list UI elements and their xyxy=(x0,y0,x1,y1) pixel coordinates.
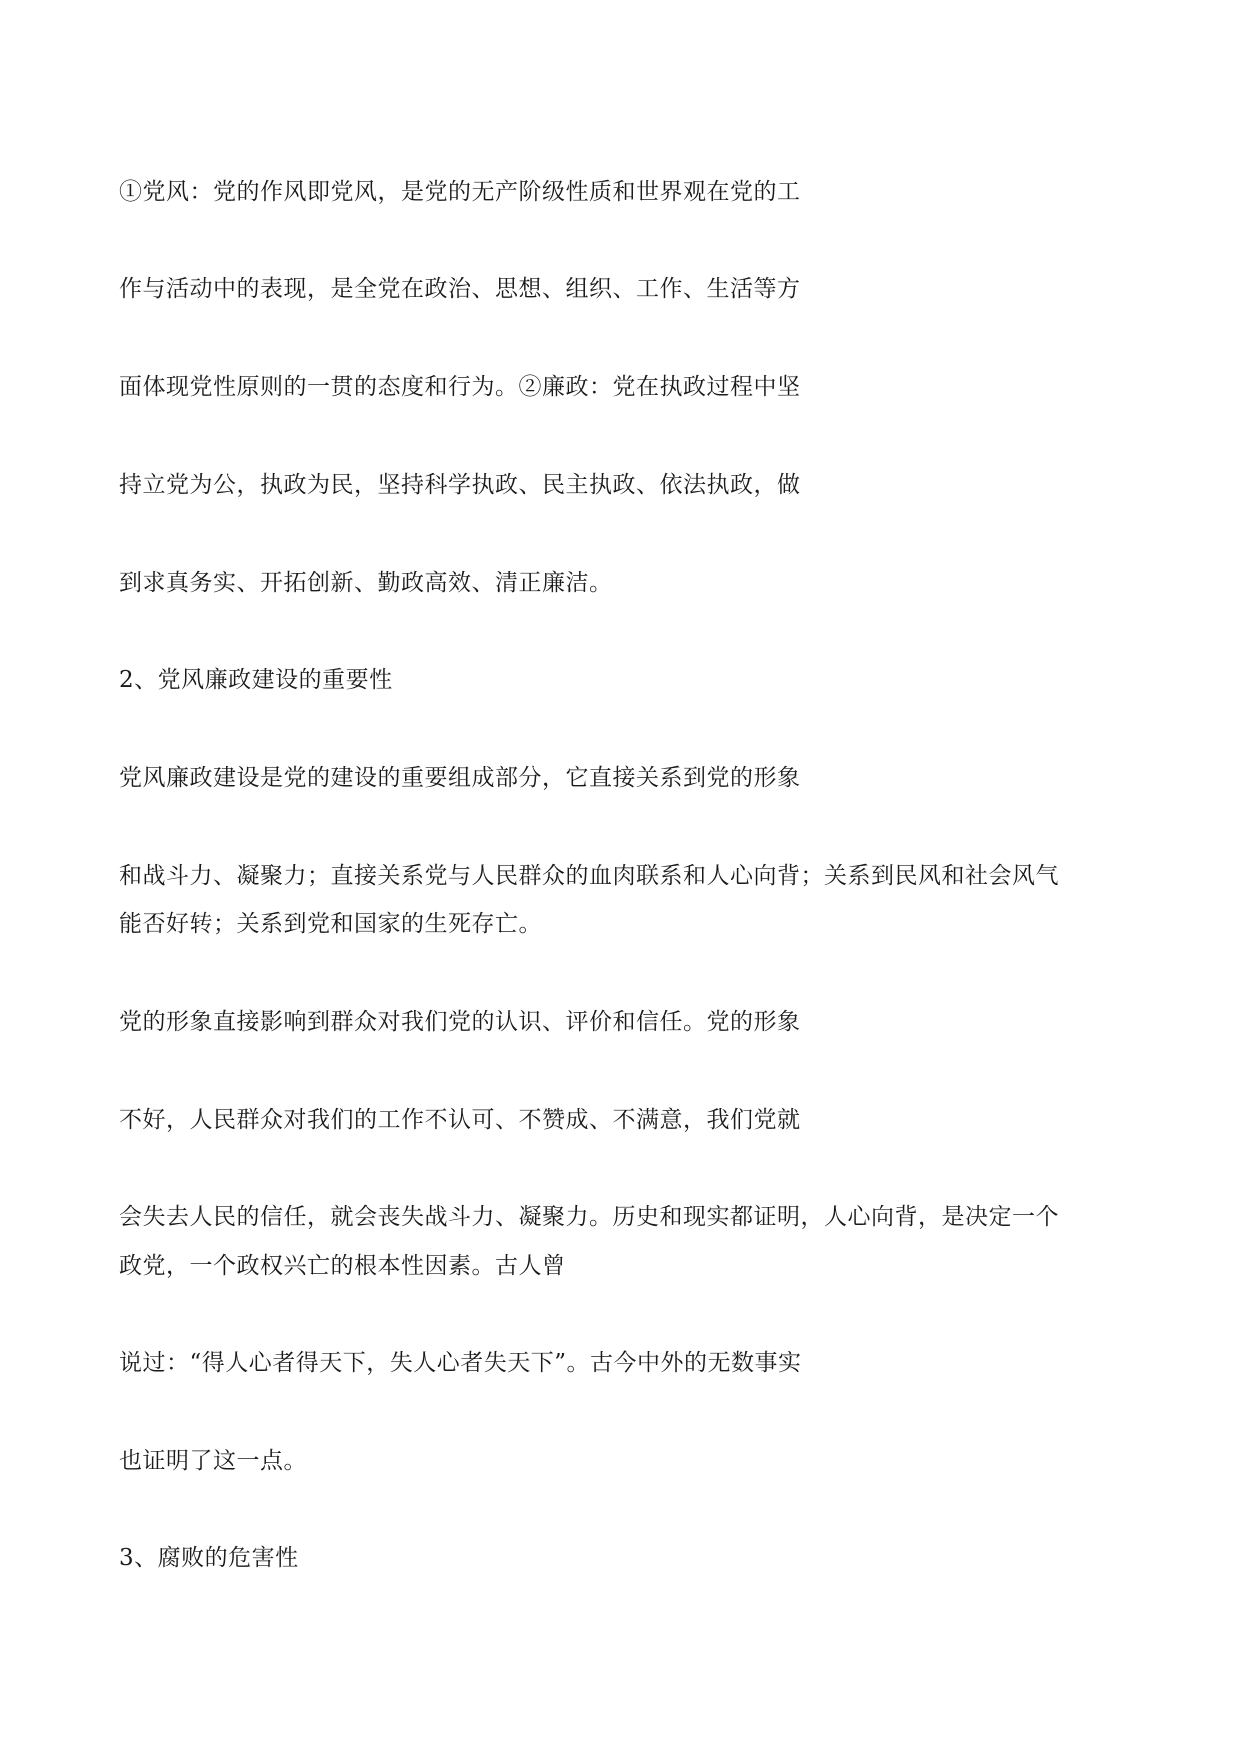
text-line: 政党，一个政权兴亡的根本性因素。古人曾 xyxy=(119,1253,566,1279)
text-line: 党风廉政建设是党的建设的重要组成部分，它直接关系到党的形象 xyxy=(119,765,801,791)
text-line: 也证明了这一点。 xyxy=(119,1448,307,1474)
text-line: 不好，人民群众对我们的工作不认可、不赞成、不满意，我们党就 xyxy=(119,1107,801,1133)
text-line: 党的形象直接影响到群众对我们党的认识、评价和信任。党的形象 xyxy=(119,1009,801,1035)
text-line: 持立党为公，执政为民，坚持科学执政、民主执政、依法执政，做 xyxy=(119,472,801,498)
text-line: 能否好转；关系到党和国家的生死存亡。 xyxy=(119,911,542,937)
section-heading: 2、党风廉政建设的重要性 xyxy=(119,667,393,693)
section-heading: 3、腐败的危害性 xyxy=(119,1545,299,1571)
text-line: ①党风：党的作风即党风，是党的无产阶级性质和世界观在党的工 xyxy=(119,179,801,205)
text-line: 作与活动中的表现，是全党在政治、思想、组织、工作、生活等方 xyxy=(119,276,801,302)
text-line: 和战斗力、凝聚力；直接关系党与人民群众的血肉联系和人心向背；关系到民风和社会风气 xyxy=(119,863,1059,889)
text-line: 面体现党性原则的一贯的态度和行为。②廉政：党在执政过程中坚 xyxy=(119,374,801,400)
text-line: 到求真务实、开拓创新、勤政高效、清正廉洁。 xyxy=(119,570,613,596)
text-line: 会失去人民的信任，就会丧失战斗力、凝聚力。历史和现实都证明，人心向背，是决定一个 xyxy=(119,1204,1059,1230)
text-line: 说过：“得人心者得天下，失人心者失天下”。古今中外的无数事实 xyxy=(119,1350,802,1376)
